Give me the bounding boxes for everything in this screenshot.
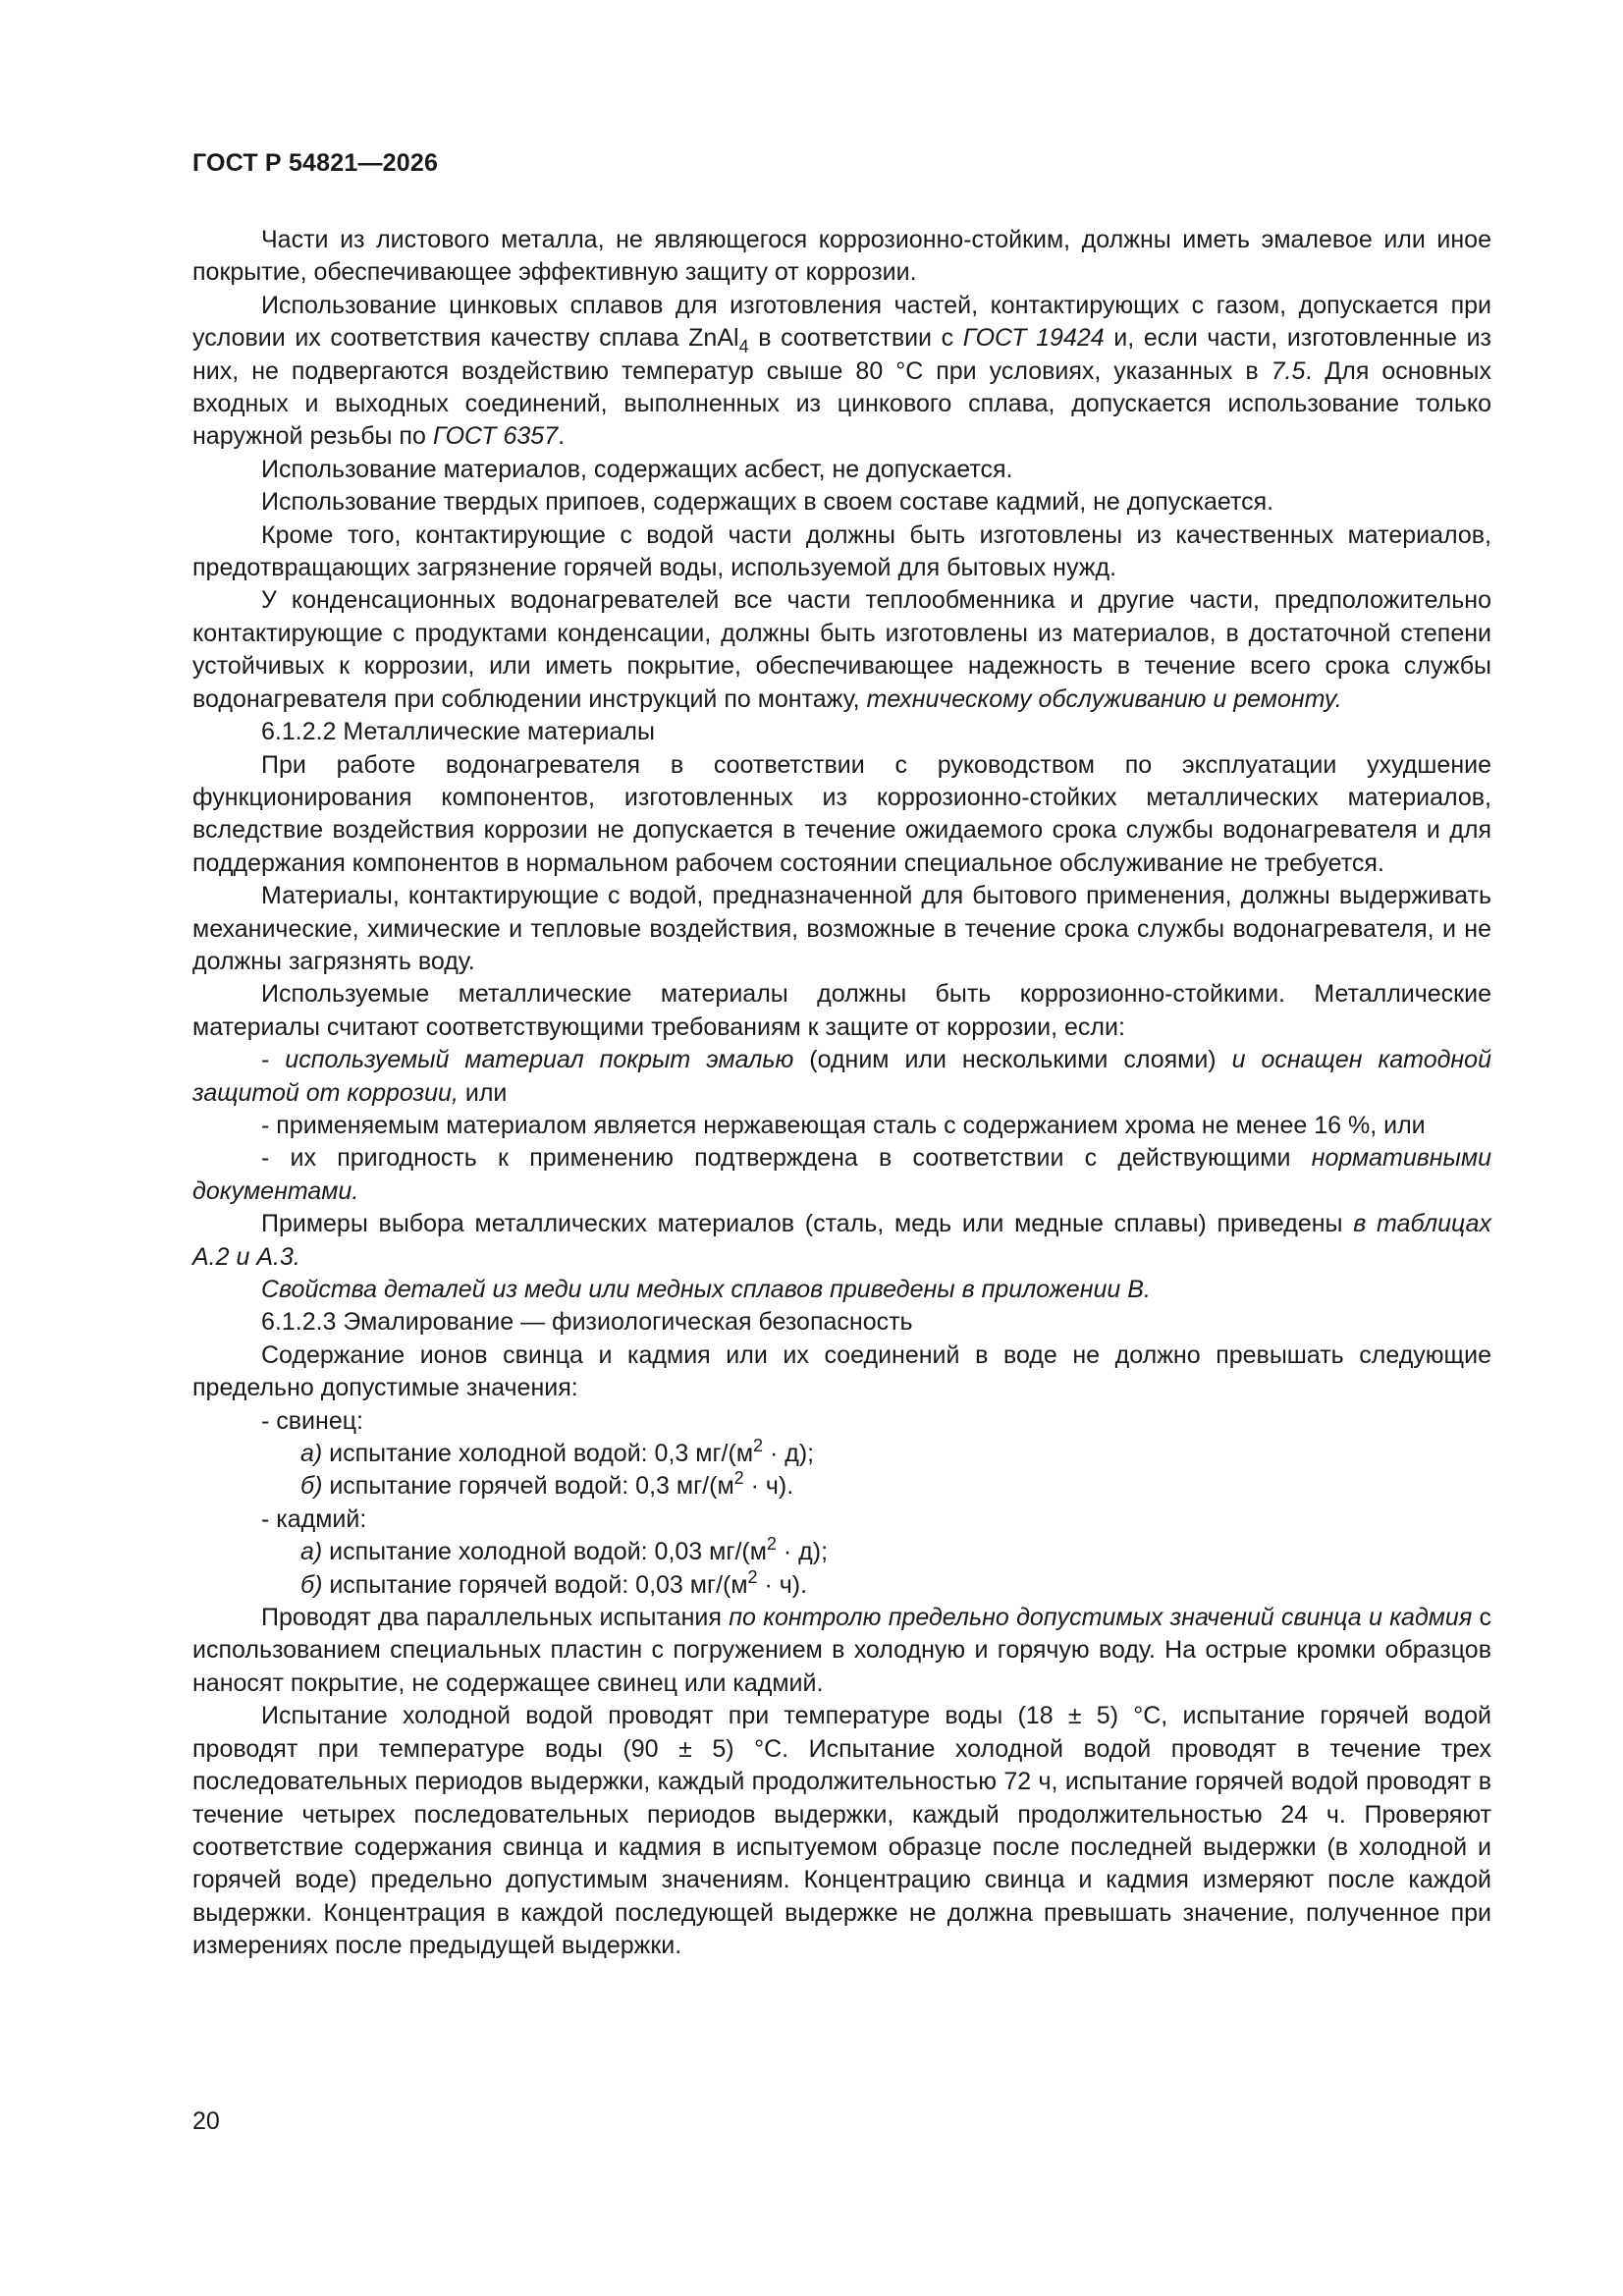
paragraph: Части из листового металла, не являющегося коррозионно-стойким, должны иметь эмалевое или иное покрытие, обеспечивающее эффективную защиту от коррозии. [192,226,1491,287]
page-number: 20 [192,2107,220,2135]
paragraph: Использование цинковых сплавов для изготовления частей, контактирующих с газом, допускается при условии их соответствия качеству сплава ZnAl$_4$ в соответствии с ГОСТ 19424 и, если части, изготовленные из них, не подвергаются воздействию температур свыше 80 °С при условиях, указанных в 7.5. Для основных входных и выходных соединений, выполненных из цинкового сплава, допускается использование только наружной резьбы по ГОСТ 6357. [192,291,1491,451]
list-item: - используемый материал покрыт эмалью (одним или несколькими слоями) и оснащен катодной защитой от коррозии, или [192,1046,1491,1107]
paragraph: Кроме того, контактирующие с водой части должны быть изготовлены из качественных материалов, предотвращающих загрязнение горячей воды, используемой для бытовых нужд. [192,520,1491,582]
paragraph: Использование материалов, содержащих асбест, не допускается. [261,455,1013,483]
list-item: - применяемым материалом является нержавеющая сталь с содержанием хрома не менее 16 %, или [261,1111,1426,1139]
list-item-lead: - свинец: [261,1406,363,1435]
paragraph: Примеры выбора металлических материалов (сталь, медь или медные сплавы) приведены в таблицах А.2 и А.3. [192,1210,1491,1271]
section-heading: 6.1.2.3 Эмалирование — физиологическая безопасность [261,1308,913,1337]
paragraph: При работе водонагревателя в соответствии с руководством по эксплуатации ухудшение функционирования компонентов, изготовленных из коррозионно-стойких металлических материалов, вследствие воздействия коррозии не допускается в течение ожидаемого срока службы водонагревателя и для поддержания компонентов в нормальном рабочем состоянии специальное обслуживание не требуется. [192,750,1491,877]
section-heading: 6.1.2.2 Металлические материалы [261,718,655,746]
document-header: ГОСТ Р 54821—2026 [192,149,439,177]
paragraph: Содержание ионов свинца и кадмия или их соединений в воде не должно превышать следующие предельно допустимые значения: [192,1340,1491,1402]
list-item: - их пригодность к применению подтверждена в соответствии с действующими нормативными документами. [192,1144,1491,1205]
standard-reference: ГОСТ 19424 [962,324,1105,353]
paragraph: Испытание холодной водой проводят при температуре воды (18 ± 5) °С, испытание горячей водой проводят при температуре воды (90 ± 5) °С. Испытание холодной водой проводят в течение трех последовательных периодов выдержки, каждый продолжительностью 72 ч, испытание горячей водой проводят в течение четырех последовательных периодов выдержки, каждый продолжительностью 24 ч. Проверяют соответствие содержания свинца и кадмия в испытуемом образце после последней выдержки (в холодной и горячей воде) предельно допустимым значениям. Концентрацию свинца и кадмия измеряют после каждой выдержки. Концентрация в каждой последующей выдержке не должна превышать значение, полученное при измерениях после предыдущей выдержки. [192,1702,1491,1960]
paragraph: Свойства деталей из меди или медных сплавов приведены в приложении В. [261,1276,1151,1303]
sub-item: а) испытание холодной водой: 0,3 $мг/(м^2 \cdot д)$; [300,1436,815,1468]
sub-item: б) испытание горячей водой: 0,3 $мг/(м^2 \cdot ч)$. [300,1468,794,1501]
paragraph: Использование твердых припоев, содержащих в своем составе кадмий, не допускается. [261,488,1274,517]
sub-item: б) испытание горячей водой: 0,03 $мг/(м^2 \cdot ч)$. [300,1566,808,1599]
list-item-cadmium: - кадмий: [261,1504,367,1533]
sub-item: а) испытание холодной водой: 0,03 $мг/(м^2 \cdot д)$; [300,1534,829,1566]
paragraph: Материалы, контактирующие с водой, предназначенной для бытового применения, должны выдерживать механические, химические и тепловые воздействия, возможные в течение срока службы водонагревателя, и не должны загрязнять воду. [192,882,1491,975]
clause-reference: 7.5 [1271,356,1306,385]
paragraph: Проводят два параллельных испытания по контролю предельно допустимых значений свинца и кадмия с использованием специальных пластин с погружением в холодную и горячую воду. На острые кромки образцов наносят покрытие, не содержащее свинец или кадмий. [192,1604,1491,1697]
standard-reference: ГОСТ 6357 [432,422,559,451]
paragraph: У конденсационных водонагревателей все части теплообменника и другие части, предположительно контактирующие с продуктами конденсации, должны быть изготовлены из материалов, в достаточной степени устойчивых к коррозии, или иметь покрытие, обеспечивающее надежность в течение всего срока службы водонагревателя при соблюдении инструкций по монтажу, техническому обслуживанию и ремонту. [192,586,1491,713]
paragraph: Используемые металлические материалы должны быть коррозионно-стойкими. Металлические материалы считают соответствующими требованиям к защите от коррозии, если: [192,980,1491,1041]
document-body [192,224,1491,1963]
